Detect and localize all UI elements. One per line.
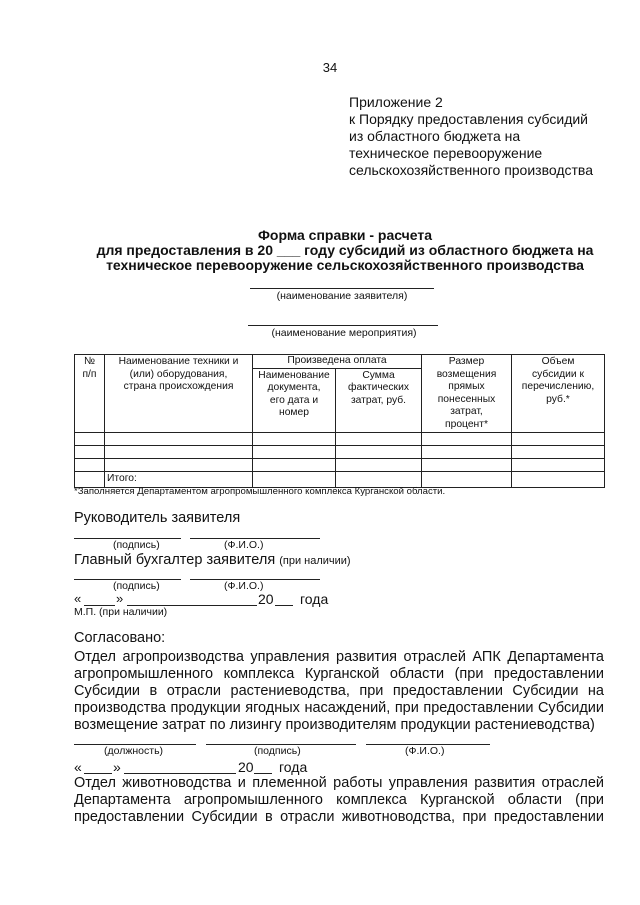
accountant-title xyxy=(74,552,351,568)
head-fio-caption: (Ф.И.О.) xyxy=(224,539,264,551)
total-label: Итого: xyxy=(105,472,253,488)
paragraph-line: возмещение затрат по лизингу производителям продукции растениеводства) xyxy=(74,717,595,733)
table-cell xyxy=(422,472,512,488)
accountant-sign-caption: (подпись) xyxy=(113,580,160,592)
accountant-fio-caption: (Ф.И.О.) xyxy=(224,580,264,592)
header-subsidy-volume: Объем субсидии к перечислению, руб.* xyxy=(512,355,605,433)
table-cell xyxy=(75,433,105,446)
table-cell xyxy=(75,459,105,472)
table-cell xyxy=(336,459,422,472)
paragraph-line: Отдел животноводства и племенной работы управления развития отраслей xyxy=(74,775,604,791)
table-cell xyxy=(253,472,336,488)
paragraph-line: агропромышленного комплекса Курганской области (при предоставлении xyxy=(74,666,604,682)
table-cell xyxy=(253,433,336,446)
agreed-paragraph-crop xyxy=(74,649,604,734)
table-row xyxy=(75,459,605,472)
agreed-year-line xyxy=(254,773,272,774)
appendix-line: техническое перевооружение xyxy=(349,145,543,161)
event-caption: (наименование мероприятия) xyxy=(271,327,417,339)
form-subtitle-line: техническое перевооружение сельскохозяйственного производства xyxy=(106,257,584,273)
agreed-sign-caption: (подпись) xyxy=(254,745,301,757)
paragraph-line: Департамента агропромышленного комплекса Курганской области (при xyxy=(74,792,604,808)
table-total-row xyxy=(75,472,605,488)
applicant-caption: (наименование заявителя) xyxy=(276,290,408,302)
year-suffix: года xyxy=(300,591,329,607)
position-caption: (должность) xyxy=(104,745,164,757)
table-cell xyxy=(105,446,253,459)
table-cell xyxy=(422,459,512,472)
stamp-note: М.П. (при наличии) xyxy=(74,606,168,618)
paragraph-line: Субсидии в отрасли растениеводства, при предоставлении Субсидии на xyxy=(74,683,604,699)
date-close-quote: » xyxy=(116,591,124,606)
table-header-row xyxy=(75,355,605,369)
agreed-year-suffix: года xyxy=(279,759,308,775)
form-subtitle-line: для предоставления в 20 ___ году субсидий из областного бюджета на xyxy=(96,242,594,258)
header-reimbursement-rate: Размер возмещения прямых понесенных затрат, процент* xyxy=(422,355,512,433)
event-name-line xyxy=(248,325,438,326)
year-line xyxy=(275,605,293,606)
appendix-line: к Порядку предоставления субсидий xyxy=(349,111,588,127)
page-number: 34 xyxy=(322,60,338,75)
agreed-title: Согласовано: xyxy=(74,630,166,646)
appendix-header xyxy=(349,94,593,179)
paragraph-line: предоставлении Субсидии в отрасли животноводства, при предоставлении xyxy=(74,809,604,825)
table-cell xyxy=(253,459,336,472)
accountant-title-text: Главный бухгалтер заявителя xyxy=(74,552,276,568)
appendix-line: из областного бюджета на xyxy=(349,128,521,144)
agreed-year-prefix: 20 xyxy=(238,759,254,775)
agreed-date-day-line xyxy=(84,773,112,774)
agreed-date-open-quote: « xyxy=(74,759,82,775)
header-payment-made: Произведена оплата xyxy=(253,355,422,369)
agreed-fio-caption: (Ф.И.О.) xyxy=(405,745,445,757)
table-cell xyxy=(422,446,512,459)
paragraph-line: Отдел агропроизводства управления развития отраслей АПК Департамента xyxy=(74,649,604,665)
table-row xyxy=(75,433,605,446)
date-open-quote: « xyxy=(74,591,82,606)
table-row xyxy=(75,446,605,459)
livestock-department-paragraph xyxy=(74,775,604,826)
agreed-date-month-line xyxy=(124,773,236,774)
table-cell xyxy=(105,459,253,472)
year-prefix: 20 xyxy=(258,591,274,607)
appendix-line: сельскохозяйственного производства xyxy=(349,162,593,178)
table-cell xyxy=(336,446,422,459)
table-cell xyxy=(75,472,105,488)
footnote: *Заполняется Департаментом агропромышленного комплекса Курганской области. xyxy=(74,486,446,497)
table-cell xyxy=(512,446,605,459)
accountant-note: (при наличии) xyxy=(279,555,351,567)
head-sign-caption: (подпись) xyxy=(113,539,160,551)
table-cell xyxy=(422,433,512,446)
table-cell xyxy=(336,472,422,488)
form-title: Форма справки - расчета xyxy=(257,227,433,243)
table-cell xyxy=(512,459,605,472)
table-cell xyxy=(336,433,422,446)
appendix-line: Приложение 2 xyxy=(349,94,443,110)
table-cell xyxy=(512,472,605,488)
header-equipment-name: Наименование техники и (или) оборудования, страна происхождения xyxy=(105,355,253,433)
table-cell xyxy=(512,433,605,446)
header-document: Наименование документа, его дата и номер xyxy=(253,368,336,433)
agreed-date-close-quote: » xyxy=(113,759,121,775)
table-cell xyxy=(105,433,253,446)
calculation-table xyxy=(74,354,605,488)
applicant-name-line xyxy=(250,288,434,289)
header-number: № п/п xyxy=(75,355,105,433)
table-cell xyxy=(75,446,105,459)
head-title: Руководитель заявителя xyxy=(74,510,241,526)
header-actual-cost: Сумма фактических затрат, руб. xyxy=(336,368,422,433)
table-cell xyxy=(253,446,336,459)
paragraph-line: производства продукции ягодных насаждений, при предоставлении Субсидии xyxy=(74,700,604,716)
